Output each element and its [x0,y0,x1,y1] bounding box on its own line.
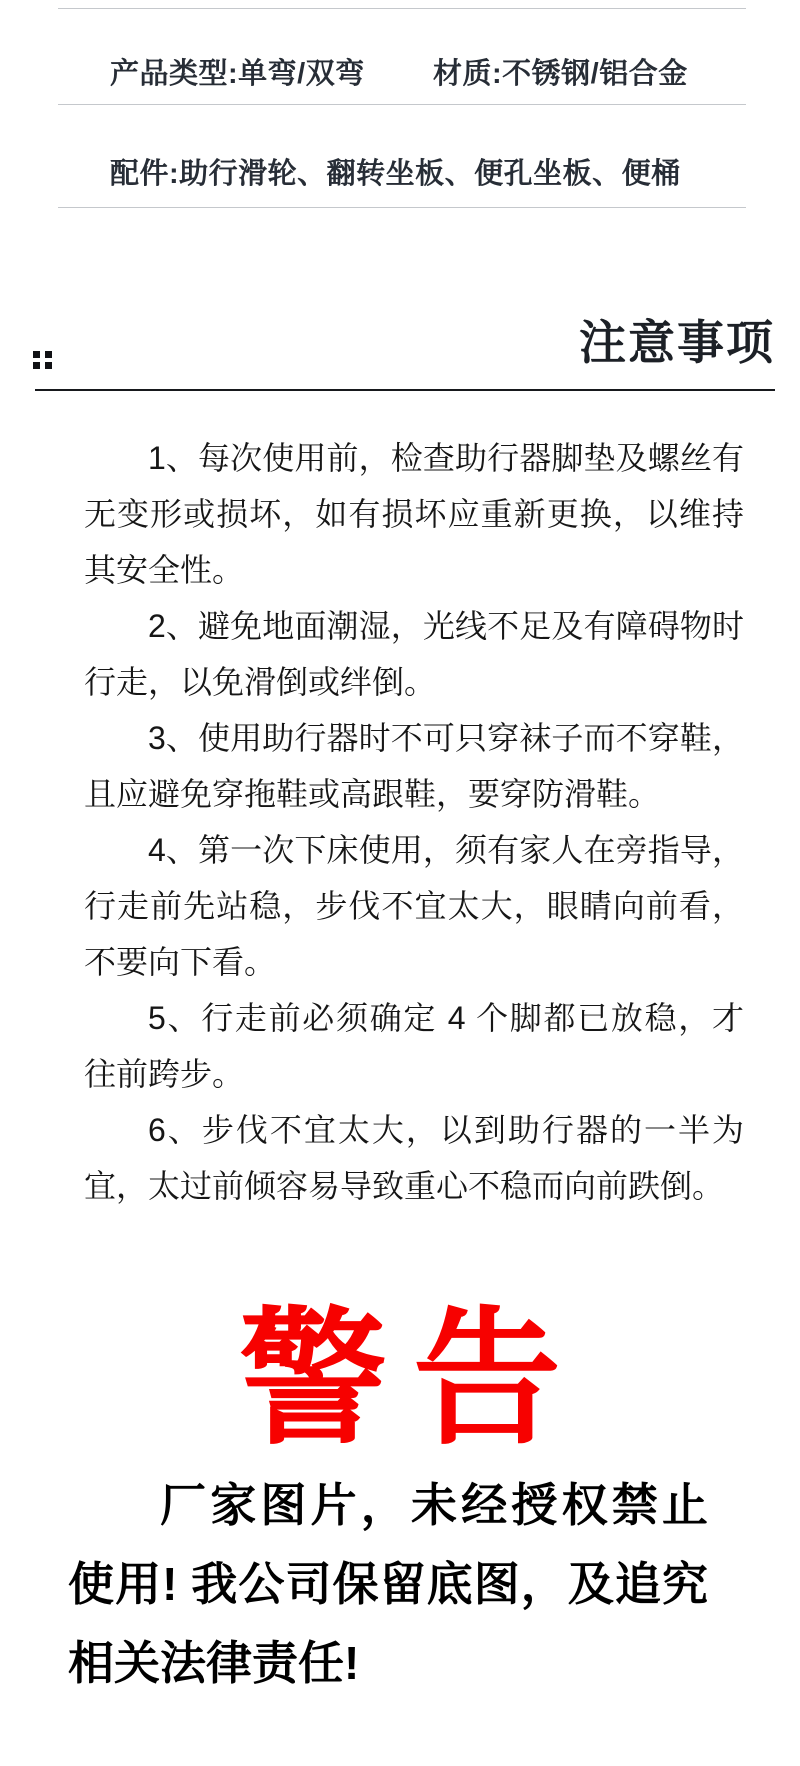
spec-product-type: 产品类型:单弯/双弯 [110,58,365,90]
notice-section-title: 注意事项 [579,316,775,369]
warning-heading: 警告 [239,1297,587,1462]
spec-material: 材质:不锈钢/铝合金 [433,58,688,90]
divider-top [58,8,746,9]
notice-list [84,430,744,1214]
spec-accessories: 配件:助行滑轮、翻转坐板、便孔坐板、便桶 [110,158,681,190]
title-underline [35,389,775,391]
notice-item-4: 4、第一次下床使用，须有家人在旁指导，行走前先站稳，步伐不宜太大，眼睛向前看，不要向下看。 [84,832,744,980]
notice-item-6: 6、步伐不宜太大，以到助行器的一半为宜，太过前倾容易导致重心不稳而向前跌倒。 [84,1112,744,1204]
legal-notice-text: 厂家图片，未经授权禁止使用! 我公司保留底图，及追究相关法律责任! [68,1479,708,1689]
notice-item-5: 5、行走前必须确定 4 个脚都已放稳，才往前跨步。 [84,1000,744,1092]
notice-item-3: 3、使用助行器时不可只穿袜子而不穿鞋，且应避免穿拖鞋或高跟鞋，要穿防滑鞋。 [84,720,744,812]
divider-middle [58,104,746,105]
notice-item-1: 1、每次使用前，检查助行器脚垫及螺丝有无变形或损坏，如有损坏应重新更换，以维持其安全性。 [84,440,744,588]
divider-bottom [58,207,746,208]
notice-item-2: 2、避免地面潮湿，光线不足及有障碍物时行走，以免滑倒或绊倒。 [84,608,744,700]
